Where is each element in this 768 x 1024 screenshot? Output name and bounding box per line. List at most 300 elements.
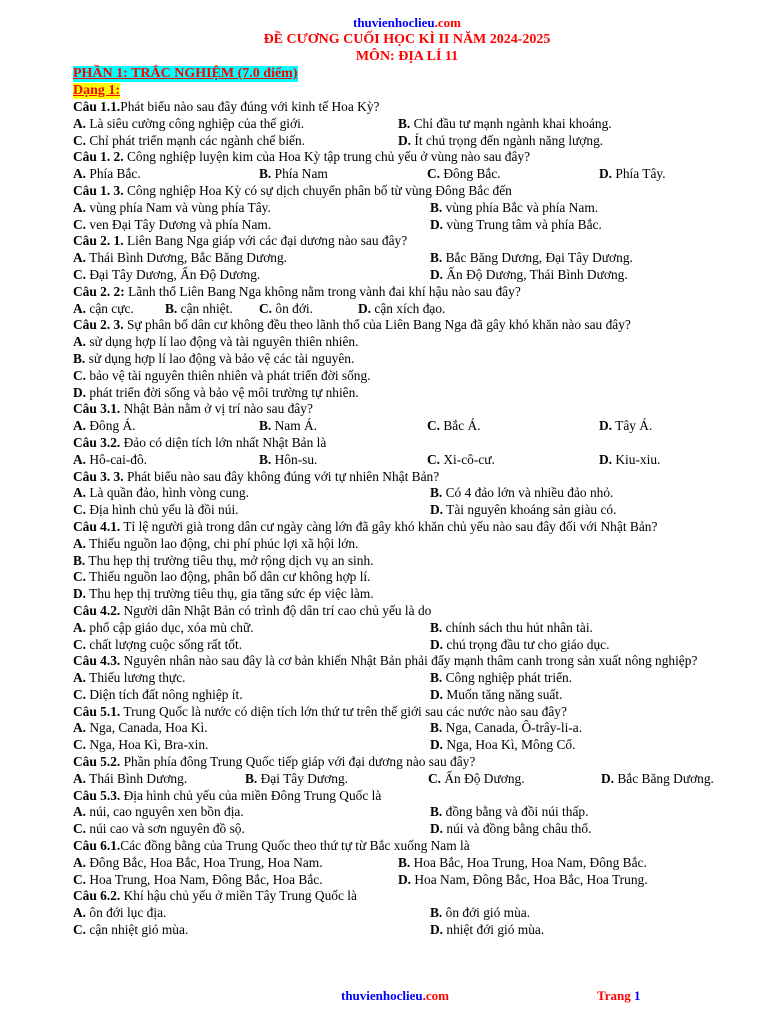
answer-option xyxy=(398,872,648,889)
question-number: Câu 2. 1. xyxy=(73,233,124,249)
option-letter: D. xyxy=(430,922,444,938)
answer-option xyxy=(430,804,588,821)
option-text: chất lượng cuộc sống rất tốt. xyxy=(86,636,243,652)
option-text: phát triển đời sống và bảo vệ môi trường tự nhiên. xyxy=(86,384,359,400)
option-letter: D. xyxy=(430,737,444,753)
option-letter: C. xyxy=(73,871,87,887)
option-row xyxy=(73,418,741,435)
option-letter: C. xyxy=(427,451,441,467)
answer-option xyxy=(73,687,243,704)
answer-option xyxy=(430,485,613,502)
option-letter: C. xyxy=(73,922,87,938)
option-letter: D. xyxy=(430,636,444,652)
option-letter: A. xyxy=(73,334,87,350)
option-letter: A. xyxy=(73,451,87,467)
question-text: Người dân Nhật Bản có trình độ dân trí cao chủ yếu là do xyxy=(120,602,432,618)
answer-option xyxy=(430,720,582,737)
option-letter: D. xyxy=(430,216,444,232)
option-letter: A. xyxy=(73,804,87,820)
option-letter: C. xyxy=(73,686,87,702)
question-number: Câu 5.2. xyxy=(73,754,121,770)
question-number: Câu 2. 2: xyxy=(73,283,125,299)
answer-option xyxy=(430,250,633,267)
question-number: Câu 3.2. xyxy=(73,434,121,450)
answer-option xyxy=(259,301,313,318)
option-text: sử dụng hợp lí lao động và bảo vệ các tài nguyên. xyxy=(85,350,355,366)
option-letter: C. xyxy=(73,737,87,753)
answer-option xyxy=(73,855,323,872)
option-letter: A. xyxy=(73,720,87,736)
option-row xyxy=(73,301,741,318)
question-number: Câu 4.2. xyxy=(73,602,121,618)
option-letter: D. xyxy=(599,451,613,467)
option-text: Đông Á. xyxy=(86,418,136,434)
answer-option xyxy=(358,301,445,318)
answer-option xyxy=(73,385,359,402)
option-letter: B. xyxy=(73,552,86,568)
option-letter: C. xyxy=(427,418,441,434)
document-subject: MÔN: ĐỊA LÍ 11 xyxy=(355,49,459,64)
option-text: Hoa Bắc, Hoa Trung, Hoa Nam, Đông Bắc. xyxy=(410,854,647,870)
question-stem xyxy=(73,603,741,620)
option-row xyxy=(73,133,741,150)
option-row xyxy=(73,872,741,889)
option-text: Ấn Độ Dương. xyxy=(441,770,525,786)
option-row xyxy=(73,385,741,402)
question-stem xyxy=(73,284,741,301)
option-text: Bắc Băng Dương, Đại Tây Dương. xyxy=(442,250,633,266)
answer-option xyxy=(73,133,305,150)
option-row xyxy=(73,250,741,267)
site-name[interactable] xyxy=(73,14,741,31)
answer-option xyxy=(398,133,603,150)
question-text: Địa hình chủ yếu của miền Đông Trung Quốc là xyxy=(120,787,382,803)
question-stem xyxy=(73,519,741,536)
answer-option xyxy=(430,502,616,519)
option-text: Thiếu lương thực. xyxy=(86,670,186,686)
option-text: Chỉ phát triển mạnh các ngành chế biến. xyxy=(86,132,306,148)
option-letter: A. xyxy=(73,619,87,635)
option-text: Hoa Nam, Đông Bắc, Hoa Bắc, Hoa Trung. xyxy=(411,871,648,887)
option-text: Thái Bình Dương, Bắc Băng Dương. xyxy=(86,250,288,266)
option-text: cận xích đạo. xyxy=(371,300,446,316)
option-text: vùng phía Nam và vùng phía Tây. xyxy=(86,199,271,215)
answer-option xyxy=(430,200,598,217)
page-number-value: 1 xyxy=(633,988,641,1003)
answer-option xyxy=(73,334,358,351)
question-number: Câu 2. 3. xyxy=(73,317,124,333)
question-stem xyxy=(73,704,741,721)
option-letter: D. xyxy=(430,502,444,518)
answer-option xyxy=(73,502,239,519)
option-letter: D. xyxy=(73,586,87,602)
option-text: nhiệt đới gió mùa. xyxy=(443,922,545,938)
option-letter: B. xyxy=(430,905,443,921)
option-letter: C. xyxy=(73,569,87,585)
answer-option xyxy=(73,821,245,838)
question-stem xyxy=(73,888,741,905)
answer-option xyxy=(73,418,136,435)
question-text: Tỉ lệ người già trong dân cư ngày càng lớn đã gây khó khăn chủ yếu nào sau đây đối với Nhật Bản? xyxy=(120,518,658,534)
option-text: Xi-cô-cư. xyxy=(440,451,495,467)
option-letter: D. xyxy=(398,132,412,148)
option-text: Là quần đảo, hình vòng cung. xyxy=(86,485,249,501)
page-footer xyxy=(0,988,768,1008)
option-row xyxy=(73,670,741,687)
question-stem xyxy=(73,149,741,166)
answer-option xyxy=(73,771,187,788)
answer-option xyxy=(73,804,244,821)
option-text: Ấn Độ Dương, Thái Bình Dương. xyxy=(443,266,628,282)
option-letter: B. xyxy=(430,619,443,635)
answer-option xyxy=(73,301,134,318)
option-letter: D. xyxy=(430,686,444,702)
option-text: Đại Tây Dương, Ấn Độ Dương. xyxy=(86,266,261,282)
answer-option xyxy=(259,452,317,469)
option-row xyxy=(73,502,741,519)
question-text: Nguyên nhân nào sau đây là cơ bản khiến Nhật Bản phải đẩy mạnh thâm canh trong sản xuất nông nghiệp? xyxy=(120,653,698,669)
question-stem xyxy=(73,469,741,486)
answer-option xyxy=(73,586,374,603)
option-text: Ít chú trọng đến ngành năng lượng. xyxy=(411,132,604,148)
answer-option xyxy=(599,418,652,435)
option-letter: C. xyxy=(73,502,87,518)
option-letter: A. xyxy=(73,535,87,551)
option-row xyxy=(73,569,741,586)
option-letter: B. xyxy=(430,250,443,266)
option-row xyxy=(73,368,741,385)
site-name-text: thuvienhoclieu xyxy=(353,15,435,30)
option-letter: A. xyxy=(73,166,87,182)
option-text: Hô-cai-đô. xyxy=(86,451,148,467)
option-text: Tây Á. xyxy=(612,418,653,434)
option-row xyxy=(73,217,741,234)
question-text: Khí hậu chủ yếu ở miền Tây Trung Quốc là xyxy=(120,888,357,904)
option-letter: C. xyxy=(73,216,87,232)
answer-option xyxy=(73,720,208,737)
answer-option xyxy=(430,670,572,687)
option-letter: D. xyxy=(398,871,412,887)
option-text: đồng bằng và đồi núi thấp. xyxy=(442,804,589,820)
option-letter: A. xyxy=(73,854,87,870)
option-row xyxy=(73,553,741,570)
option-text: vùng phía Bắc và phía Nam. xyxy=(442,199,599,215)
answer-option xyxy=(430,737,575,754)
answer-option xyxy=(73,872,323,889)
option-text: Phía Tây. xyxy=(612,166,666,182)
answer-option xyxy=(73,737,208,754)
answer-option xyxy=(259,166,328,183)
question-text: Trung Quốc là nước có diện tích lớn thứ tư trên thế giới sau các nước nào sau đây? xyxy=(120,703,567,719)
option-row xyxy=(73,922,741,939)
option-row xyxy=(73,586,741,603)
option-text: chú trọng đầu tư cho giáo dục. xyxy=(443,636,610,652)
answer-option xyxy=(73,116,304,133)
option-text: Hoa Trung, Hoa Nam, Đông Bắc, Hoa Bắc. xyxy=(86,871,323,887)
option-letter: C. xyxy=(73,821,87,837)
option-text: Bắc Băng Dương. xyxy=(614,770,714,786)
option-text: Tài nguyên khoáng sản giàu có. xyxy=(443,502,617,518)
answer-option xyxy=(398,855,647,872)
option-row xyxy=(73,737,741,754)
option-row xyxy=(73,804,741,821)
answer-option xyxy=(165,301,233,318)
option-text: Thái Bình Dương. xyxy=(86,770,188,786)
option-text: Phía Nam xyxy=(271,166,328,182)
option-text: Địa hình chủ yếu là đồi núi. xyxy=(86,502,239,518)
option-text: Đại Tây Dương. xyxy=(257,770,348,786)
answer-option xyxy=(73,637,242,654)
answer-option xyxy=(73,351,354,368)
question-text: Liên Bang Nga giáp với các đại dương nào sau đây? xyxy=(123,233,408,249)
option-text: Là siêu cường công nghiệp của thế giới. xyxy=(86,115,305,131)
option-row xyxy=(73,687,741,704)
question-stem xyxy=(73,233,741,250)
option-text: Thiếu nguồn lao động, chi phí phúc lợi xã hội lớn. xyxy=(86,535,359,551)
option-letter: B. xyxy=(165,300,178,316)
answer-option xyxy=(73,217,271,234)
question-text: Các đồng bằng của Trung Quốc theo thứ tự từ Bắc xuống Nam là xyxy=(120,838,470,854)
option-row xyxy=(73,536,741,553)
answer-option xyxy=(430,905,530,922)
document-page xyxy=(73,14,741,939)
option-text: cận nhiệt gió mùa. xyxy=(86,922,189,938)
option-letter: A. xyxy=(73,670,87,686)
option-text: Hôn-su. xyxy=(271,451,318,467)
answer-option xyxy=(428,771,525,788)
answer-option xyxy=(398,116,612,133)
question-number: Câu 3. 3. xyxy=(73,468,124,484)
question-text: Sự phân bố dân cư không đều theo lãnh thổ của Liên Bang Nga đã gây khó khăn nào sau đây? xyxy=(123,317,631,333)
answer-option xyxy=(430,217,602,234)
option-letter: A. xyxy=(73,418,87,434)
answer-option xyxy=(73,670,185,687)
option-letter: D. xyxy=(601,770,615,786)
answer-option xyxy=(430,687,562,704)
option-text: vùng Trung tâm và phía Bắc. xyxy=(443,216,602,232)
option-letter: A. xyxy=(73,199,87,215)
option-text: Kiu-xiu. xyxy=(612,451,661,467)
option-row xyxy=(73,821,741,838)
answer-option xyxy=(599,452,660,469)
option-letter: C. xyxy=(73,266,87,282)
option-text: Nga, Canada, Ô-trây-li-a. xyxy=(442,720,583,736)
answer-option xyxy=(73,620,254,637)
answer-option xyxy=(73,452,147,469)
answer-option xyxy=(73,485,249,502)
question-number: Câu 1.1. xyxy=(73,99,121,114)
option-letter: C. xyxy=(73,636,87,652)
answer-option xyxy=(430,922,544,939)
question-stem xyxy=(73,401,741,418)
option-text: Công nghiệp phát triển. xyxy=(442,670,573,686)
site-tld-text: .com xyxy=(434,15,461,30)
option-letter: B. xyxy=(430,670,443,686)
option-text: núi và đồng bằng châu thổ. xyxy=(443,821,592,837)
question-number: Câu 6.2. xyxy=(73,888,121,904)
option-letter: C. xyxy=(73,132,87,148)
option-letter: A. xyxy=(73,770,87,786)
footer-site-name[interactable] xyxy=(341,988,449,1004)
option-text: bảo vệ tài nguyên thiên nhiên và phát triển đời sống. xyxy=(86,367,371,383)
option-row xyxy=(73,351,741,368)
question-list xyxy=(73,99,741,939)
question-text: Công nghiệp Hoa Kỳ có sự dịch chuyển phân bố từ vùng Đông Bắc đến xyxy=(123,182,512,198)
option-letter: C. xyxy=(428,770,442,786)
question-number: Câu 4.3. xyxy=(73,653,121,669)
option-letter: B. xyxy=(430,485,443,501)
option-row xyxy=(73,452,741,469)
option-row xyxy=(73,166,741,183)
option-text: phổ cập giáo dục, xóa mù chữ. xyxy=(86,619,254,635)
answer-option xyxy=(73,922,188,939)
option-text: núi cao và sơn nguyên đồ sộ. xyxy=(86,821,245,837)
option-letter: C. xyxy=(73,367,87,383)
question-number: Câu 6.1. xyxy=(73,838,121,854)
option-text: ôn đới lục địa. xyxy=(86,905,167,921)
answer-option xyxy=(73,536,358,553)
question-stem xyxy=(73,653,741,670)
option-letter: D. xyxy=(599,166,613,182)
option-text: Đông Bắc. xyxy=(440,166,501,182)
answer-option xyxy=(245,771,348,788)
option-row xyxy=(73,855,741,872)
answer-option xyxy=(599,166,666,183)
question-number: Câu 3.1. xyxy=(73,401,121,417)
answer-option xyxy=(430,267,628,284)
option-text: ôn đới gió mùa. xyxy=(442,905,531,921)
question-number: Câu 5.3. xyxy=(73,787,121,803)
option-text: ôn đới. xyxy=(272,300,313,316)
option-letter: B. xyxy=(430,804,443,820)
question-number: Câu 1. 2. xyxy=(73,149,124,165)
answer-option xyxy=(73,905,166,922)
footer-site-tld-text: .com xyxy=(422,988,449,1003)
question-number: Câu 4.1. xyxy=(73,518,121,534)
option-letter: A. xyxy=(73,905,87,921)
option-letter: B. xyxy=(245,770,258,786)
question-stem xyxy=(73,788,741,805)
question-number: Câu 1. 3. xyxy=(73,182,124,198)
answer-option xyxy=(427,418,481,435)
question-text: Phần phía đông Trung Quốc tiếp giáp với đại dương nào sau đây? xyxy=(120,754,476,770)
option-text: Thu hẹp thị trường tiêu thụ, gia tăng sức ép việc làm. xyxy=(86,586,374,602)
option-text: cận cực. xyxy=(86,300,134,316)
question-text: Đảo có diện tích lớn nhất Nhật Bản là xyxy=(120,434,327,450)
option-letter: D. xyxy=(430,821,444,837)
option-text: Diện tích đất nông nghiệp ít. xyxy=(86,686,243,702)
option-text: Nga, Canada, Hoa Kì. xyxy=(86,720,208,736)
answer-option xyxy=(430,620,593,637)
option-letter: A. xyxy=(73,115,87,131)
option-text: Nga, Hoa Kì, Bra-xin. xyxy=(86,737,209,753)
option-text: núi, cao nguyên xen bồn địa. xyxy=(86,804,244,820)
option-letter: B. xyxy=(398,854,411,870)
answer-option xyxy=(259,418,317,435)
answer-option xyxy=(73,166,141,183)
option-text: Đông Bắc, Hoa Bắc, Hoa Trung, Hoa Nam. xyxy=(86,854,323,870)
page-number xyxy=(597,988,640,1004)
question-number: Câu 5.1. xyxy=(73,703,121,719)
sub-section-heading: Dạng 1: xyxy=(73,83,121,98)
option-text: Nam Á. xyxy=(271,418,318,434)
answer-option xyxy=(430,821,591,838)
option-row xyxy=(73,720,741,737)
question-stem xyxy=(73,838,741,855)
option-text: ven Đại Tây Dương và phía Nam. xyxy=(86,216,272,232)
page-label: Trang xyxy=(597,988,631,1003)
question-text: Công nghiệp luyện kim của Hoa Kỳ tập trung chủ yếu ở vùng nào sau đây? xyxy=(123,149,531,165)
option-letter: D. xyxy=(73,384,87,400)
answer-option xyxy=(430,637,609,654)
answer-option xyxy=(73,250,287,267)
option-letter: B. xyxy=(259,418,272,434)
document-header xyxy=(73,14,741,65)
option-text: cận nhiệt. xyxy=(177,300,233,316)
option-text: Có 4 đảo lớn và nhiều đảo nhỏ. xyxy=(442,485,614,501)
option-letter: A. xyxy=(73,485,87,501)
option-text: Nga, Hoa Kì, Mông Cổ. xyxy=(443,737,576,753)
option-letter: D. xyxy=(358,300,372,316)
option-letter: A. xyxy=(73,250,87,266)
question-stem xyxy=(73,435,741,452)
question-stem xyxy=(73,99,741,116)
answer-option xyxy=(73,200,271,217)
option-row xyxy=(73,485,741,502)
option-letter: C. xyxy=(427,166,441,182)
answer-option xyxy=(427,452,495,469)
option-letter: D. xyxy=(430,266,444,282)
option-letter: A. xyxy=(73,300,87,316)
option-text: Thu hẹp thị trường tiêu thụ, mở rộng dịch vụ an sinh. xyxy=(85,552,374,568)
option-row xyxy=(73,637,741,654)
option-letter: B. xyxy=(430,199,443,215)
question-stem xyxy=(73,317,741,334)
question-text: Phát biểu nào sau đây không đúng với tự nhiên Nhật Bản? xyxy=(123,468,440,484)
question-text: Phát biểu nào sau đây đúng với kinh tế Hoa Kỳ? xyxy=(120,99,380,114)
option-row xyxy=(73,334,741,351)
answer-option xyxy=(73,553,374,570)
option-text: Thiếu nguồn lao động, phân bố dân cư không hợp lí. xyxy=(86,569,371,585)
option-row xyxy=(73,771,741,788)
option-text: chính sách thu hút nhân tài. xyxy=(442,619,593,635)
option-row xyxy=(73,905,741,922)
answer-option xyxy=(73,368,371,385)
option-letter: B. xyxy=(73,350,86,366)
option-row xyxy=(73,267,741,284)
option-text: Phía Bắc. xyxy=(86,166,141,182)
option-letter: C. xyxy=(259,300,273,316)
answer-option xyxy=(73,569,371,586)
option-row xyxy=(73,200,741,217)
option-letter: B. xyxy=(259,166,272,182)
footer-site-name-text: thuvienhoclieu xyxy=(341,988,423,1003)
option-letter: D. xyxy=(599,418,613,434)
option-text: sử dụng hợp lí lao động và tài nguyên thiên nhiên. xyxy=(86,334,359,350)
question-stem xyxy=(73,183,741,200)
option-text: Muốn tăng năng suất. xyxy=(443,686,563,702)
answer-option xyxy=(73,267,260,284)
question-text: Nhật Bản nằm ở vị trí nào sau đây? xyxy=(120,401,313,417)
option-text: Chỉ đầu tư mạnh ngành khai khoáng. xyxy=(410,115,612,131)
answer-option xyxy=(601,771,714,788)
option-letter: B. xyxy=(430,720,443,736)
section-heading: PHẦN 1: TRẮC NGHIỆM (7.0 điểm) xyxy=(73,66,298,81)
document-title: ĐỀ CƯƠNG CUỐI HỌC KÌ II NĂM 2024-2025 xyxy=(263,32,551,47)
option-letter: B. xyxy=(259,451,272,467)
question-stem xyxy=(73,754,741,771)
answer-option xyxy=(427,166,501,183)
